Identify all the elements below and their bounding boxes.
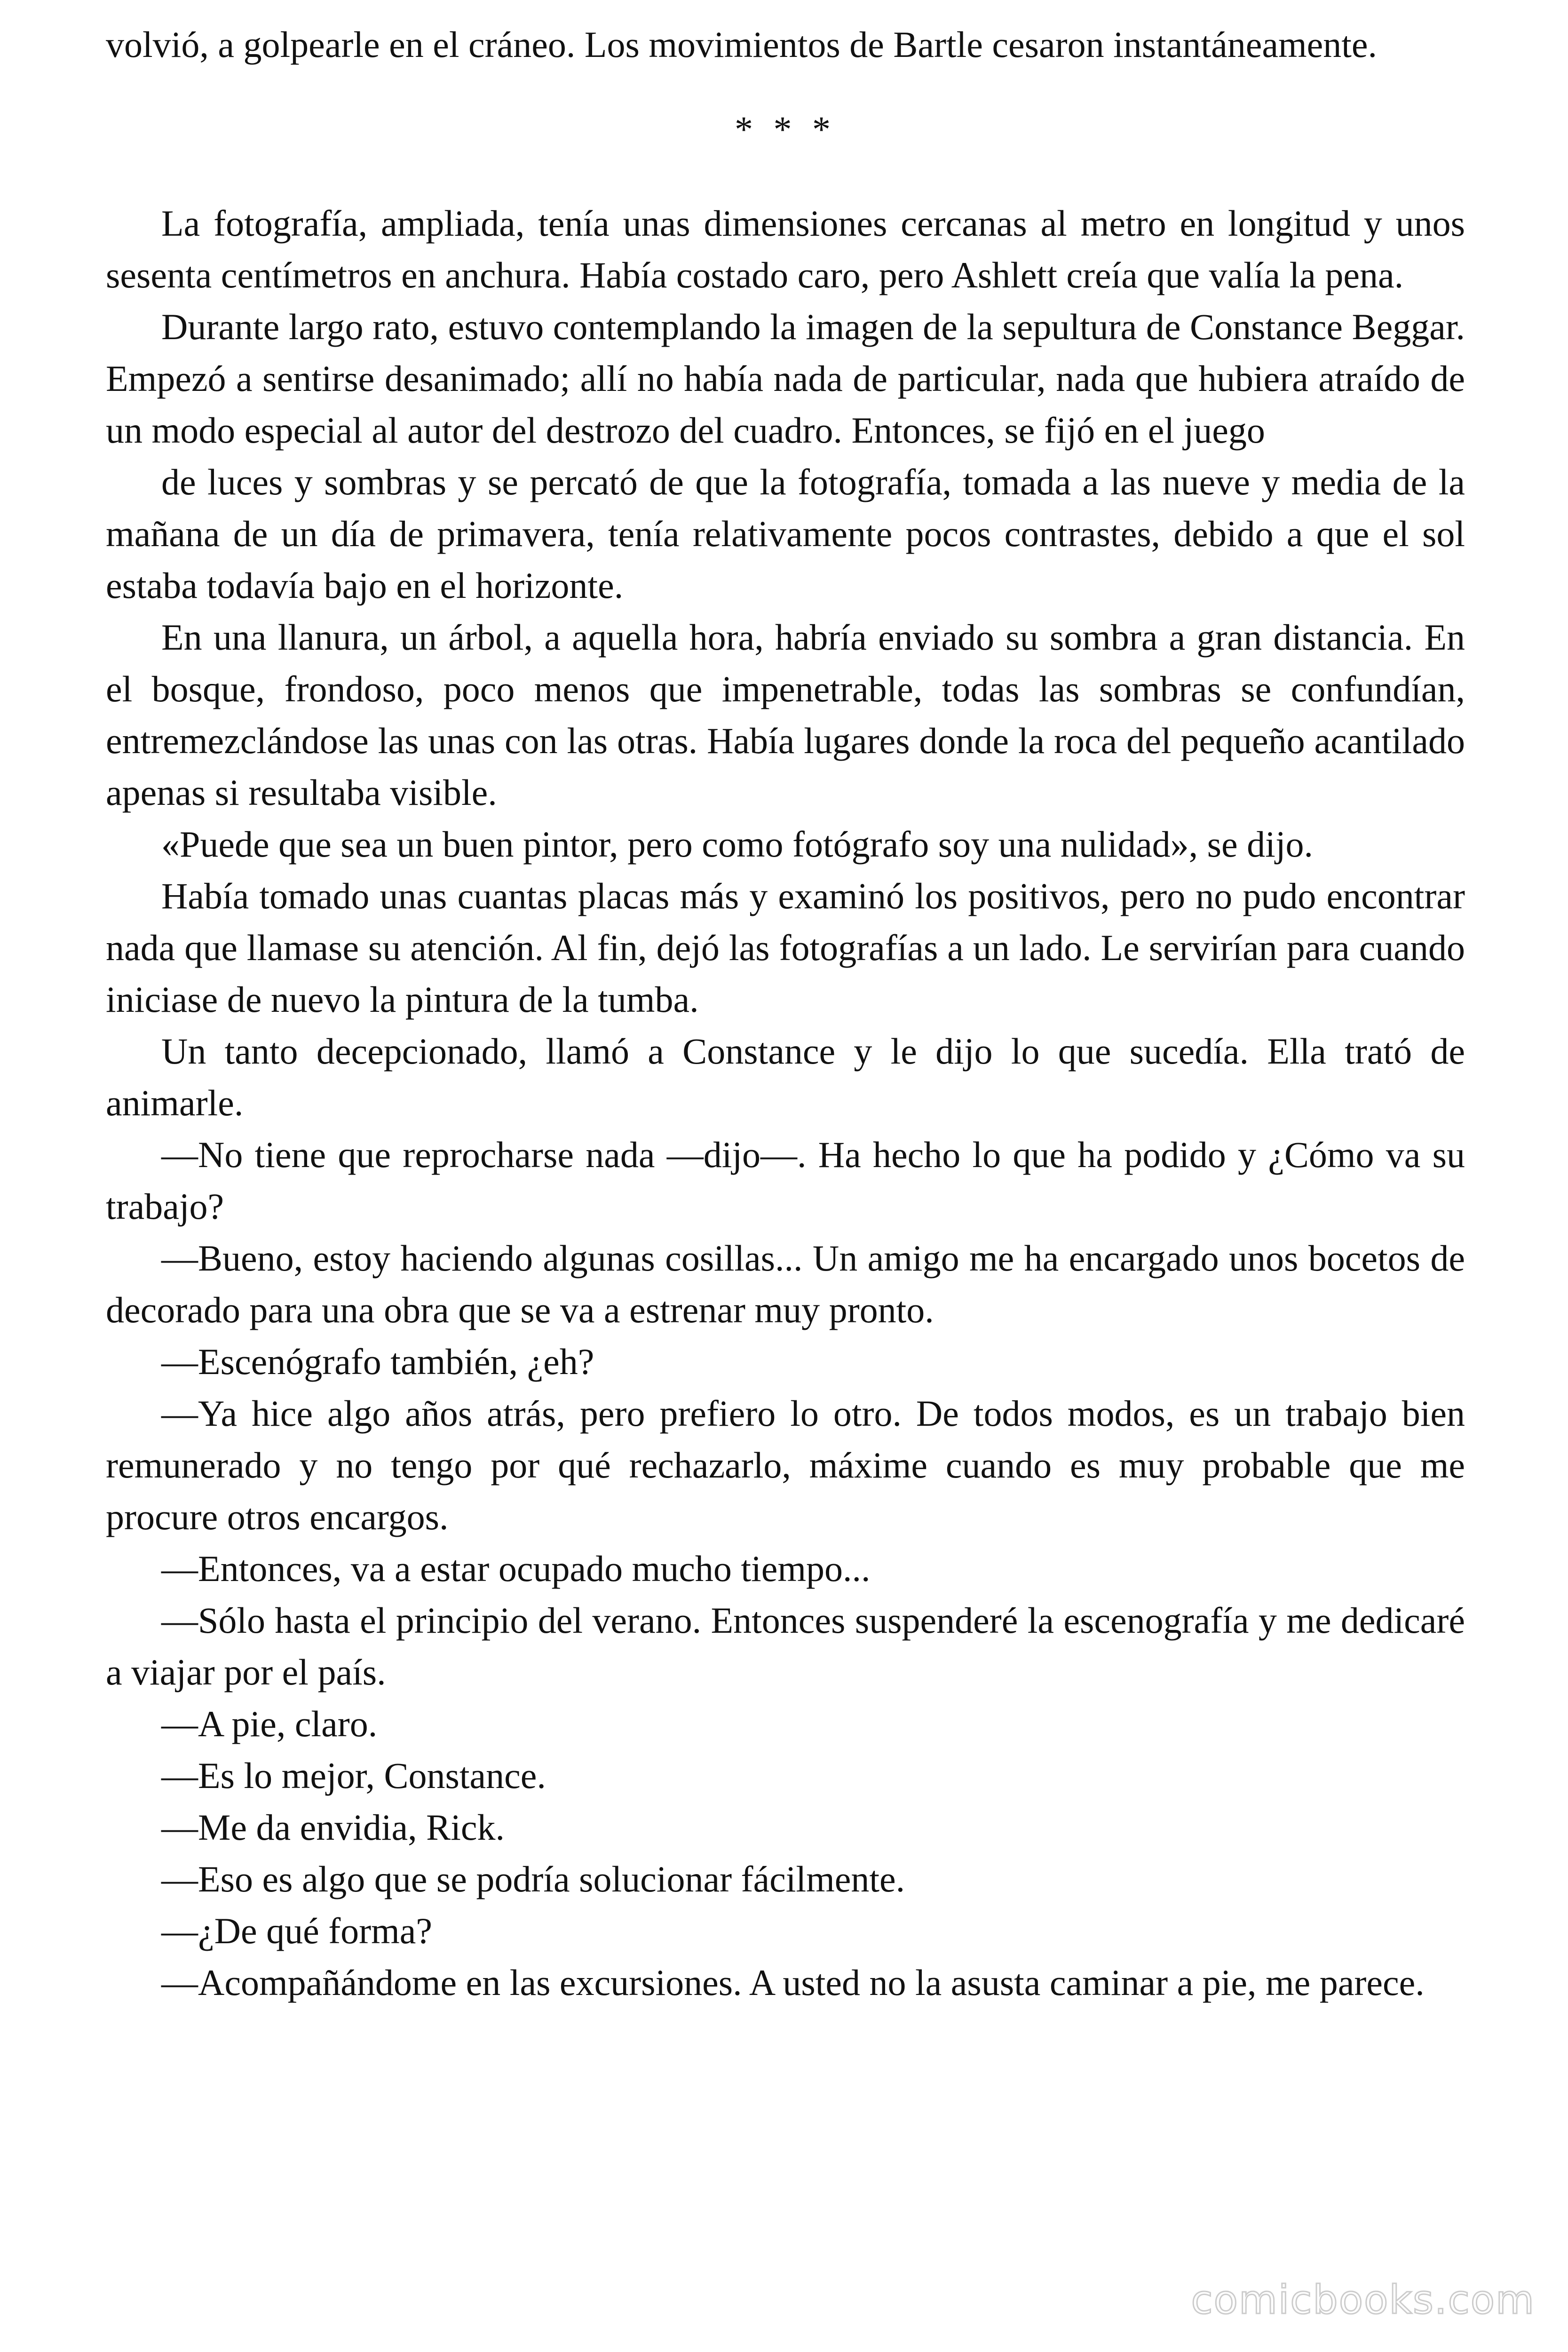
section-separator: * * * [735,109,836,150]
paragraph: La fotografía, ampliada, tenía unas dimensiones cercanas al metro en longitud y unos sesenta centímetros en anchura. Había costado caro, pero Ashlett creía que valía la pena. [106,203,1465,295]
paragraph: Durante largo rato, estuvo contemplando la imagen de la sepultura de Constance Beggar. Empezó a sentirse desanimado; allí no había nada de particular, nada que hubiera atraído de un modo especial al autor del destrozo del cuadro. Entonces, se fijó en el juego [106,306,1465,451]
paragraph-opening: volvió, a golpearle en el cráneo. Los movimientos de Bartle cesaron instantáneamente. [106,24,1378,65]
dialogue-line: —Entonces, va a estar ocupado mucho tiempo... [161,1548,871,1589]
paragraph: En una llanura, un árbol, a aquella hora, habría enviado su sombra a gran distancia. En el bosque, frondoso, poco menos que impenetrable, todas las sombras se confundían, entremezclándose las unas con las otras. Había lugares donde la roca del pequeño acantilado apenas si resultaba visible. [106,617,1465,813]
dialogue-line: —A pie, claro. [161,1703,378,1744]
page-body [106,19,1465,2009]
dialogue-line: —Es lo mejor, Constance. [161,1755,546,1796]
dialogue-line: —Me da envidia, Rick. [161,1807,505,1848]
dialogue-line: —Eso es algo que se podría solucionar fácilmente. [161,1859,905,1899]
paragraph: «Puede que sea un buen pintor, pero como fotógrafo soy una nulidad», se dijo. [161,824,1314,865]
dialogue-line: —No tiene que reprocharse nada —dijo—. Ha hecho lo que ha podido y ¿Cómo va su trabajo? [106,1134,1465,1227]
dialogue-line: —Bueno, estoy haciendo algunas cosillas... Un amigo me ha encargado unos bocetos de decorado para una obra que se va a estrenar muy pronto. [106,1238,1465,1330]
dialogue-line: —Escenógrafo también, ¿eh? [161,1341,594,1382]
dialogue-line: —Acompañándome en las excursiones. A usted no la asusta caminar a pie, me parece. [161,1962,1425,2003]
dialogue-line: —Sólo hasta el principio del verano. Entonces suspenderé la escenografía y me dedicaré a viajar por el país. [106,1600,1465,1692]
dialogue-line: —Ya hice algo años atrás, pero prefiero lo otro. De todos modos, es un trabajo bien remunerado y no tengo por qué rechazarlo, máxime cuando es muy probable que me procure otros encargos. [106,1393,1465,1537]
watermark-text: comicbooks.com [1191,2277,1535,2323]
paragraph: Un tanto decepcionado, llamó a Constance y le dijo lo que sucedía. Ella trató de animarle. [106,1031,1465,1123]
dialogue-line: —¿De qué forma? [161,1910,433,1951]
paragraph: Había tomado unas cuantas placas más y examinó los positivos, pero no pudo encontrar nada que llamase su atención. Al fin, dejó las fotografías a un lado. Le servirían para cuando iniciase de nuevo la pintura de la tumba. [106,875,1465,1020]
paragraph: de luces y sombras y se percató de que la fotografía, tomada a las nueve y media de la mañana de un día de primavera, tenía relativamente pocos contrastes, debido a que el sol estaba todavía bajo en el horizonte. [106,461,1465,606]
